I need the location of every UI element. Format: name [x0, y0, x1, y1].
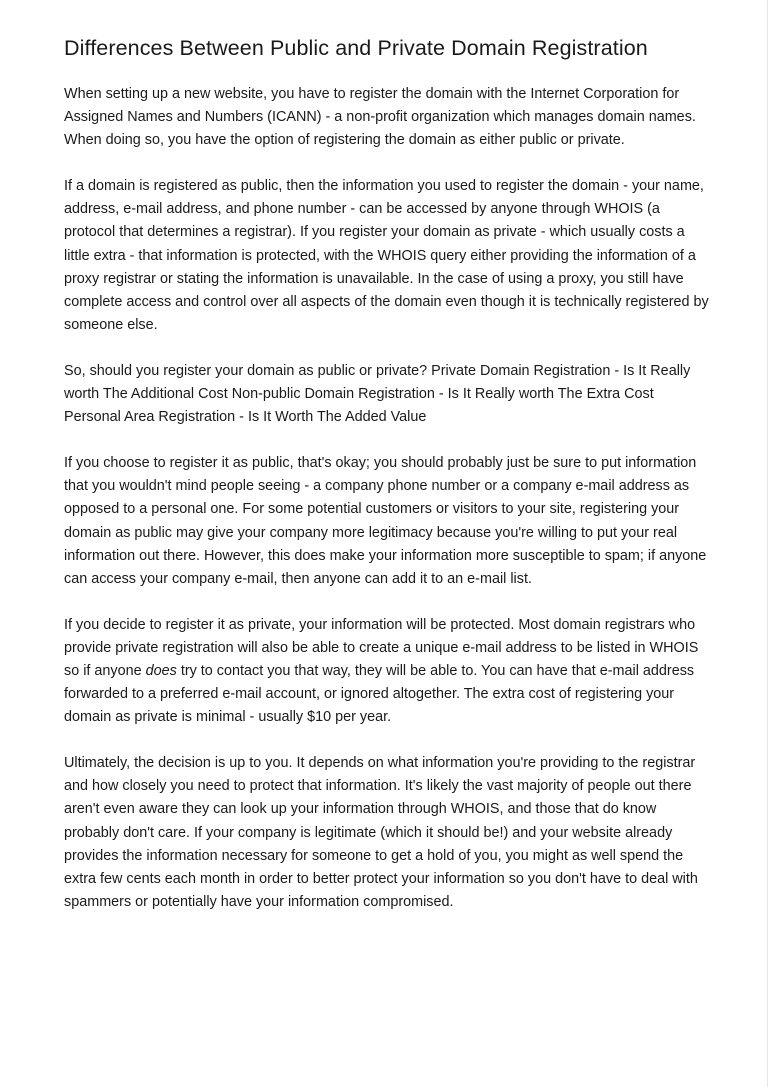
document-body	[64, 33, 714, 914]
page-title: Differences Between Public and Private Domain Registration	[64, 36, 648, 60]
paragraph-private-choice	[64, 614, 714, 729]
emphasis-does: does	[145, 662, 177, 679]
paragraph-private-text-end: try to contact you that way, they will be able to. You can have that e-mail address forwarded to a preferred e-mail account, or ignored altogether. The extra cost of registering your domain as private is minimal - usually $10 per year.	[64, 662, 695, 726]
paragraph-intro: When setting up a new website, you have to register the domain with the Internet Corporation for Assigned Names and Numbers (ICANN) - a non-profit organization which manages domain names. When doing so, you have the option of registering the domain as either public or private.	[64, 86, 696, 149]
paragraph-public-choice: If you choose to register it as public, that's okay; you should probably just be sure to put information that you wouldn't mind people seeing - a company phone number or a company e-mail address as opposed to a personal one. For some potential customers or visitors to your site, registering your domain as public may give your company more legitimacy because you're willing to put your real information out there. However, this does make your information more susceptible to spam; if anyone can access your company e-mail, then anyone can add it to an e-mail list.	[64, 455, 707, 587]
paragraph-public-registration: If a domain is registered as public, then the information you used to register the domain - your name, address, e-mail address, and phone number - can be accessed by anyone through WHOIS (a protocol that determines a registrar). If you register your domain as private - which usually costs a little extra - that information is protected, with the WHOIS query either providing the information of a proxy registrar or stating the information is unavailable. In the case of using a proxy, you still have complete access and control over all aspects of the domain even though it is technically registered by someone else.	[64, 178, 709, 333]
paragraph-question: So, should you register your domain as public or private? Private Domain Registration - Is It Really worth The Additional Cost Non-public Domain Registration - Is It Really worth The Extra Cost Personal Area Registration - Is It Worth The Added Value	[64, 362, 691, 426]
paragraph-conclusion: Ultimately, the decision is up to you. It depends on what information you're providing to the registrar and how closely you need to protect that information. It's likely the vast majority of people out there aren't even aware they can look up your information through WHOIS, and those that do know probably don't care. If your company is legitimate (which it should be!) and your website already provides the information necessary for someone to get a hold of you, you might as well spend the extra few cents each month in order to better protect your information so you don't have to deal with spammers or potentially have your information compromised.	[64, 755, 698, 910]
paragraph-private-text-start: If you decide to register it as private, your information will be protected. Most domain registrars who provide private registration will also be able to create a unique e-mail address to be listed in WHOIS so if anyone	[64, 616, 699, 679]
